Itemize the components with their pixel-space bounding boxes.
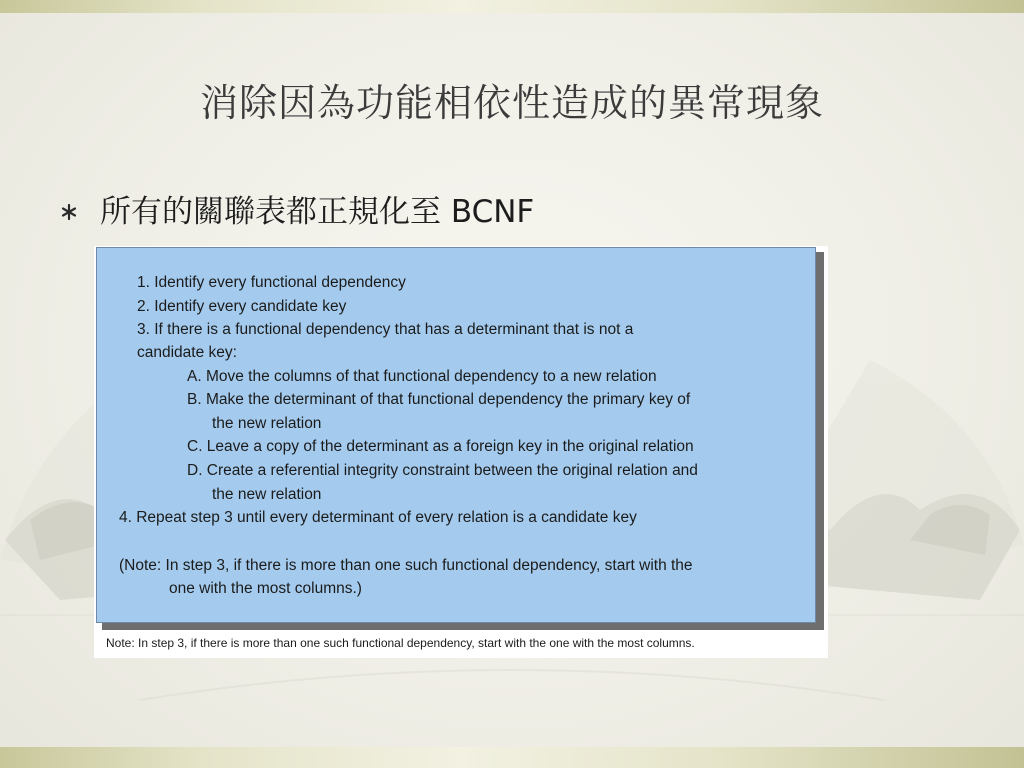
procedure-substep: the new relation [212,486,322,503]
figure-caption: Note: In step 3, if there is more than one such functional dependency, start with the one with the most columns. [106,636,695,650]
bullet-text: 所有的關聯表都正規化至 BCNF [100,193,535,230]
procedure-substep: D. Create a referential integrity constraint between the original relation and [187,462,698,479]
bcnf-procedure-figure [94,246,828,658]
procedure-substep: A. Move the columns of that functional dependency to a new relation [187,368,657,385]
procedure-step: 2. Identify every candidate key [137,298,347,315]
procedure-note: (Note: In step 3, if there is more than one such functional dependency, start with the [119,557,693,574]
bottom-decorative-band [0,747,1024,768]
procedure-substep: C. Leave a copy of the determinant as a foreign key in the original relation [187,438,694,455]
slide-title: 消除因為功能相依性造成的異常現象 [199,81,824,125]
procedure-note: one with the most columns.) [169,580,362,597]
procedure-substep: B. Make the determinant of that functional dependency the primary key of [187,391,691,408]
asterisk-bullet-icon [60,203,78,221]
procedure-substep: the new relation [212,415,322,432]
bullet-item [60,186,534,230]
procedure-step: 1. Identify every functional dependency [137,274,406,291]
procedure-step: 3. If there is a functional dependency that has a determinant that is not a [137,321,634,338]
procedure-box [96,247,816,623]
procedure-step: candidate key: [137,344,237,361]
procedure-step: 4. Repeat step 3 until every determinant of every relation is a candidate key [119,509,637,526]
